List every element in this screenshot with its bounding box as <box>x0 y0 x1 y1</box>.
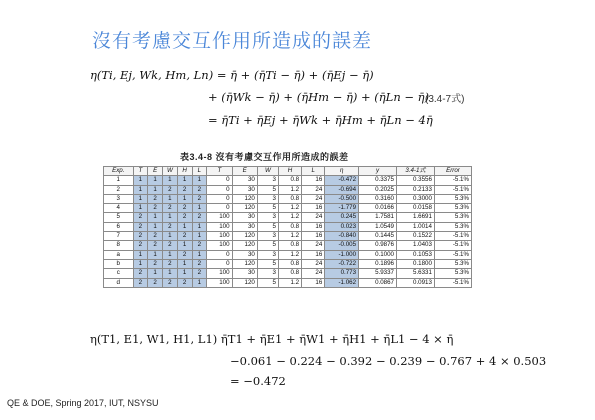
table-cell: 2 <box>163 278 178 287</box>
table-cell: 0.8 <box>278 222 301 231</box>
table-cell: 1 <box>133 204 148 213</box>
table-cell: 5.6331 <box>397 269 435 278</box>
calc-line-3: = −0.472 <box>230 374 286 388</box>
table-caption: 表3.4-8 沒有考慮交互作用所造成的誤差 <box>180 152 349 162</box>
table-cell: 1 <box>177 222 192 231</box>
calculation <box>90 330 560 390</box>
table-cell: 2 <box>133 222 148 231</box>
table-cell: 1 <box>148 269 163 278</box>
table-cell: 3 <box>257 176 278 185</box>
table-cell: 0.1896 <box>359 259 397 268</box>
table-cell: 0.8 <box>278 259 301 268</box>
table-cell: 0.023 <box>325 222 359 231</box>
table-row <box>104 176 472 185</box>
equation-line-3: = η̄Ti + η̄Ej + η̄Wk + η̄Hm + η̄Ln − 4η̄ <box>208 113 433 127</box>
table-cell: -5.1% <box>434 176 471 185</box>
table-cell: 1.2 <box>278 278 301 287</box>
table-row <box>104 213 472 222</box>
table-cell: 2 <box>192 269 207 278</box>
table-cell: c <box>104 269 134 278</box>
table-cell: 0 <box>207 185 232 194</box>
equation-line-2: + (η̄Wk − η̄) + (η̄Hm − η̄) + (η̄Ln − η̄) <box>208 90 430 104</box>
table-cell: 0.3000 <box>397 194 435 203</box>
table-row <box>104 278 472 287</box>
table-cell: 2 <box>163 222 178 231</box>
table-cell: 1 <box>163 194 178 203</box>
table-cell: 30 <box>232 222 257 231</box>
table-cell: 3 <box>257 232 278 241</box>
table-cell: -5.1% <box>434 250 471 259</box>
table-cell: 0.1053 <box>397 250 435 259</box>
table-cell: 2 <box>148 241 163 250</box>
table-cell: 30 <box>232 213 257 222</box>
table-cell: 1 <box>192 176 207 185</box>
table-cell: 0.9876 <box>359 241 397 250</box>
table-cell: 120 <box>232 241 257 250</box>
table-cell: 120 <box>232 194 257 203</box>
table-cell: 1 <box>148 185 163 194</box>
table-cell: 0.2133 <box>397 185 435 194</box>
table-cell: -5.1% <box>434 241 471 250</box>
table-cell: 3 <box>257 269 278 278</box>
table-row <box>104 241 472 250</box>
table-cell: 1 <box>192 250 207 259</box>
table-cell: 5 <box>257 185 278 194</box>
table-cell: 0.773 <box>325 269 359 278</box>
table-cell: 2 <box>163 204 178 213</box>
table-cell: 100 <box>207 269 232 278</box>
table-cell: 1 <box>163 232 178 241</box>
table-cell: 5.3% <box>434 204 471 213</box>
table-cell: -1.779 <box>325 204 359 213</box>
table-cell: 2 <box>177 204 192 213</box>
equation-line-1: η(Ti, Ej, Wk, Hm, Ln) = η̄ + (η̄Ti − η̄) + (η̄Ej − η̄) <box>90 68 374 82</box>
table-cell: 0.8 <box>278 194 301 203</box>
calc-line-2: −0.061 − 0.224 − 0.392 − 0.239 − 0.767 + 4 × 0.503 <box>230 354 547 368</box>
table-cell: 120 <box>232 259 257 268</box>
table-cell: 2 <box>133 232 148 241</box>
column-header: H <box>177 167 192 176</box>
table-cell: 3 <box>257 213 278 222</box>
table-cell: 1 <box>177 194 192 203</box>
table-cell: 16 <box>302 250 325 259</box>
table-cell: 2 <box>148 232 163 241</box>
slide-title: 沒有考慮交互作用所造成的誤差 <box>92 30 373 52</box>
table-cell: -0.472 <box>325 176 359 185</box>
table-cell: 24 <box>302 241 325 250</box>
table-cell: 2 <box>133 241 148 250</box>
table-cell: 30 <box>232 185 257 194</box>
table-cell: 1 <box>133 176 148 185</box>
table-cell: 16 <box>302 204 325 213</box>
table-row <box>104 222 472 231</box>
column-header: H <box>278 167 301 176</box>
table-cell: 1 <box>177 259 192 268</box>
table-cell: 5.9337 <box>359 269 397 278</box>
table-cell: 2 <box>163 185 178 194</box>
table-cell: 1.2 <box>278 185 301 194</box>
column-header: Exp. <box>104 167 134 176</box>
table-cell: 0.8 <box>278 269 301 278</box>
table-cell: 2 <box>148 204 163 213</box>
table-cell: 2 <box>177 213 192 222</box>
table-cell: 100 <box>207 241 232 250</box>
table-cell: 1 <box>163 213 178 222</box>
table-cell: 2 <box>192 213 207 222</box>
table-row <box>104 259 472 268</box>
column-header: E <box>148 167 163 176</box>
table-cell: 1 <box>163 269 178 278</box>
table-cell: 0.0867 <box>359 278 397 287</box>
table-cell: 16 <box>302 222 325 231</box>
table-cell: 2 <box>148 194 163 203</box>
table-cell: 5 <box>104 213 134 222</box>
error-table <box>103 166 472 288</box>
table-cell: 0.8 <box>278 176 301 185</box>
table-cell: 5 <box>257 259 278 268</box>
table-cell: 0 <box>207 194 232 203</box>
table-cell: 0.1522 <box>397 232 435 241</box>
table-row <box>104 232 472 241</box>
table-cell: 1 <box>192 232 207 241</box>
table-cell: 1.0014 <box>397 222 435 231</box>
table-header-row <box>104 167 472 176</box>
table-cell: 5 <box>257 204 278 213</box>
equation-tag: (3.4-7式) <box>425 94 465 105</box>
column-header: E <box>232 167 257 176</box>
table-cell: 5.3% <box>434 269 471 278</box>
table-cell: 1.2 <box>278 232 301 241</box>
table-row <box>104 250 472 259</box>
table-row <box>104 204 472 213</box>
table-cell: -0.005 <box>325 241 359 250</box>
table-cell: 30 <box>232 176 257 185</box>
table-cell: 3 <box>257 194 278 203</box>
column-header: W <box>163 167 178 176</box>
table-cell: 2 <box>133 213 148 222</box>
calc-line-1: η(T1, E1, W1, H1, L1) η̄T1 + η̄E1 + η̄W1 + η̄H1 + η̄L1 − 4 × η̄ <box>90 332 454 346</box>
table-cell: 2 <box>177 185 192 194</box>
table-cell: -0.694 <box>325 185 359 194</box>
table-cell: 5 <box>257 241 278 250</box>
table-cell: 0.1445 <box>359 232 397 241</box>
table-cell: 1.7581 <box>359 213 397 222</box>
table-cell: 16 <box>302 176 325 185</box>
column-header: T <box>207 167 232 176</box>
table-cell: 5.3% <box>434 222 471 231</box>
table-cell: 0.8 <box>278 241 301 250</box>
table-cell: 2 <box>177 278 192 287</box>
table-cell: 2 <box>177 250 192 259</box>
table-cell: -1.000 <box>325 250 359 259</box>
table-cell: 1 <box>177 241 192 250</box>
table-cell: 2 <box>163 259 178 268</box>
table-cell: 1 <box>148 250 163 259</box>
table-cell: 24 <box>302 259 325 268</box>
table-cell: 1.2 <box>278 204 301 213</box>
column-header: L <box>192 167 207 176</box>
table-cell: 1.6691 <box>397 213 435 222</box>
table-cell: -0.840 <box>325 232 359 241</box>
table-cell: 2 <box>133 269 148 278</box>
table-cell: -1.062 <box>325 278 359 287</box>
table-cell: 5 <box>257 278 278 287</box>
table-cell: 3 <box>104 194 134 203</box>
table-cell: 0.3375 <box>359 176 397 185</box>
table-cell: 1.2 <box>278 213 301 222</box>
table-cell: 2 <box>133 278 148 287</box>
table-cell: 120 <box>232 278 257 287</box>
table-cell: 3 <box>257 250 278 259</box>
table-cell: 0.1000 <box>359 250 397 259</box>
table-cell: 1 <box>104 176 134 185</box>
column-header: 3.4-1式 <box>397 167 435 176</box>
table-cell: 6 <box>104 222 134 231</box>
table-cell: 0.0158 <box>397 204 435 213</box>
table-cell: a <box>104 250 134 259</box>
table-cell: 16 <box>302 278 325 287</box>
table-cell: 1 <box>177 176 192 185</box>
table-cell: 1 <box>192 204 207 213</box>
table-cell: 0.1800 <box>397 259 435 268</box>
footer-text: QE & DOE, Spring 2017, IUT, NSYSU <box>7 398 159 408</box>
table-cell: 1 <box>133 250 148 259</box>
table-cell: 5.3% <box>434 259 471 268</box>
table-cell: 2 <box>104 185 134 194</box>
table-cell: 100 <box>207 222 232 231</box>
table-cell: 0 <box>207 204 232 213</box>
table-cell: 1 <box>148 213 163 222</box>
table-cell: 1 <box>133 185 148 194</box>
table-cell: 0.3160 <box>359 194 397 203</box>
table-cell: 24 <box>302 185 325 194</box>
table-cell: 4 <box>104 204 134 213</box>
table-cell: 30 <box>232 269 257 278</box>
column-header: Error <box>434 167 471 176</box>
table-cell: -0.722 <box>325 259 359 268</box>
table-cell: 1.0403 <box>397 241 435 250</box>
table-cell: 30 <box>232 250 257 259</box>
table-cell: 2 <box>192 241 207 250</box>
table-cell: 0.3556 <box>397 176 435 185</box>
table-cell: 2 <box>148 259 163 268</box>
table-row <box>104 194 472 203</box>
table-cell: 5 <box>257 222 278 231</box>
table-cell: 24 <box>302 213 325 222</box>
table-cell: 1 <box>133 259 148 268</box>
table-cell: b <box>104 259 134 268</box>
table-cell: 2 <box>148 278 163 287</box>
table-cell: 2 <box>192 259 207 268</box>
table-cell: 1 <box>148 176 163 185</box>
column-header: T <box>133 167 148 176</box>
table-cell: 1 <box>148 222 163 231</box>
table-cell: 0.0913 <box>397 278 435 287</box>
table-cell: 0 <box>207 250 232 259</box>
table-row <box>104 185 472 194</box>
table-cell: 5.3% <box>434 194 471 203</box>
table-cell: d <box>104 278 134 287</box>
table-cell: 1.2 <box>278 250 301 259</box>
table-cell: -5.1% <box>434 278 471 287</box>
column-header: y <box>359 167 397 176</box>
table-cell: -0.500 <box>325 194 359 203</box>
table-cell: 1 <box>177 269 192 278</box>
table-cell: 1 <box>163 176 178 185</box>
table-cell: 100 <box>207 213 232 222</box>
column-header: L <box>302 167 325 176</box>
table-cell: 5.3% <box>434 213 471 222</box>
table-cell: 1 <box>192 222 207 231</box>
table-cell: 0.245 <box>325 213 359 222</box>
table-cell: 2 <box>177 232 192 241</box>
table-cell: 2 <box>163 241 178 250</box>
table-cell: 1 <box>163 250 178 259</box>
table-row <box>104 269 472 278</box>
table-cell: 16 <box>302 232 325 241</box>
table-cell: 1.0549 <box>359 222 397 231</box>
table-cell: 2 <box>192 185 207 194</box>
table-cell: 120 <box>232 204 257 213</box>
table-cell: 1 <box>192 278 207 287</box>
table-cell: 2 <box>192 194 207 203</box>
table-cell: 1 <box>133 194 148 203</box>
table-cell: 24 <box>302 269 325 278</box>
table-cell: 7 <box>104 232 134 241</box>
table-cell: -5.1% <box>434 185 471 194</box>
table-cell: 100 <box>207 278 232 287</box>
table-cell: 0 <box>207 176 232 185</box>
column-header: W <box>257 167 278 176</box>
table-cell: 0.0166 <box>359 204 397 213</box>
table-cell: 0.2025 <box>359 185 397 194</box>
table-cell: 0 <box>207 259 232 268</box>
table-cell: 8 <box>104 241 134 250</box>
table-cell: 100 <box>207 232 232 241</box>
table-cell: 120 <box>232 232 257 241</box>
table-cell: 24 <box>302 194 325 203</box>
table-cell: -5.1% <box>434 232 471 241</box>
column-header: η <box>325 167 359 176</box>
